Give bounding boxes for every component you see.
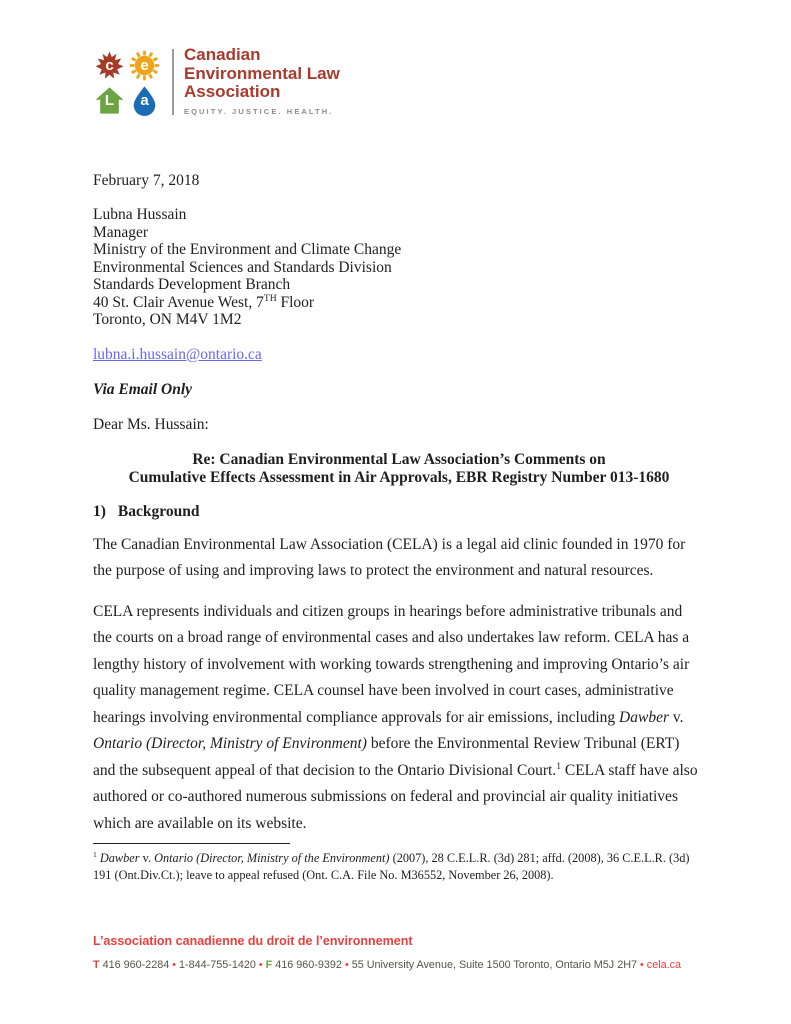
logo-wordmark [184,46,340,116]
logo-divider [172,49,174,115]
recipient-branch: Standards Development Branch [93,276,291,293]
section-heading-background [93,503,705,521]
re-subject-line-1: Re: Canadian Environmental Law Association’s Comments on [192,450,606,468]
footnote-1: $^1$ Dawber v. Ontario (Director, Ministry of the Environment) (2007), 28 C.E.L.R. (3d) 281; affd. (2008), 36 C.E.L.R. (3d) 191 (Ont.Div.Ct.); leave to appeal refused (Ont. C.A. File No. M36552, November 26, 2008). [93,849,690,882]
re-subject-block [93,451,705,487]
recipient-title: Manager [93,223,149,241]
section-number: 1) [93,502,106,520]
house-icon [94,85,125,116]
footnote-block [93,843,707,883]
footer-contact-line: T 416 960-2284 • 1-844-755-1420 • F 416 960-9392 • 55 University Avenue, Suite 1500 Toronto, Ontario M5J 2H7 • cela.ca [93,959,682,971]
section-title: Background [117,502,200,520]
org-name-line-1: Canadian [184,45,261,64]
logo-letter-l: L [104,92,115,109]
maple-leaf-icon [94,50,125,81]
recipient-city: Toronto, ON M4V 1M2 [93,311,242,328]
delivery-method: Via Email Only [93,380,193,398]
org-name-line-3: Association [184,82,281,101]
recipient-division: Environmental Sciences and Standards Division [93,258,392,276]
letter-content [93,172,705,837]
org-name-line-2: Environmental Law [184,63,340,83]
recipient-address-block [93,206,705,329]
sun-icon [129,50,160,81]
footer-org-french: L’association canadienne du droit de l’environnement [93,934,413,948]
logo-letter-a: a [140,92,149,109]
logo-tagline: EQUITY. JUSTICE. HEALTH. [184,106,334,116]
logo-letter-c: c [105,57,114,74]
recipient-street: 40 St. Clair Avenue West, 7TH Floor [93,292,315,311]
cela-logo [94,46,340,116]
logo-icon-grid [94,50,160,116]
salutation: Dear Ms. Hussain: [93,415,209,433]
email-line [93,346,705,364]
letterhead-footer [93,933,733,972]
paragraph-1: The Canadian Environmental Law Association (CELA) is a legal aid clinic founded in 1970 for the purpose of using and improving laws to protect the environment and natural resources. [93,535,686,579]
footnote-separator [93,843,290,844]
letter-date: February 7, 2018 [93,172,200,189]
recipient-email-link[interactable]: lubna.i.hussain@ontario.ca [93,345,262,363]
recipient-ministry: Ministry of the Environment and Climate Change [93,241,402,258]
logo-letter-e: e [140,57,149,74]
water-drop-icon [129,85,160,116]
re-subject-line-2: Cumulative Effects Assessment in Air Approvals, EBR Registry Number 013-1680 [128,468,670,486]
recipient-name: Lubna Hussain [93,206,187,223]
paragraph-2: CELA represents individuals and citizen groups in hearings before administrative tribunals and the courts on a broad range of environmental cases and also undertakes law reform. CELA has a lengthy history of involvement with working towards strengthening and improving Ontario’s air quality management regime. CELA counsel have been involved in court cases, administrative hearings involving environmental compliance approvals for air emissions, including Dawber v. Ontario (Director, Ministry of Environment) before the Environmental Review Tribunal (ERT) and the subsequent appeal of that decision to the Ontario Divisional Court.$^1$ CELA staff have also authored or co-authored numerous submissions on federal and provincial air quality initiatives which are available on its website. [93,602,698,832]
